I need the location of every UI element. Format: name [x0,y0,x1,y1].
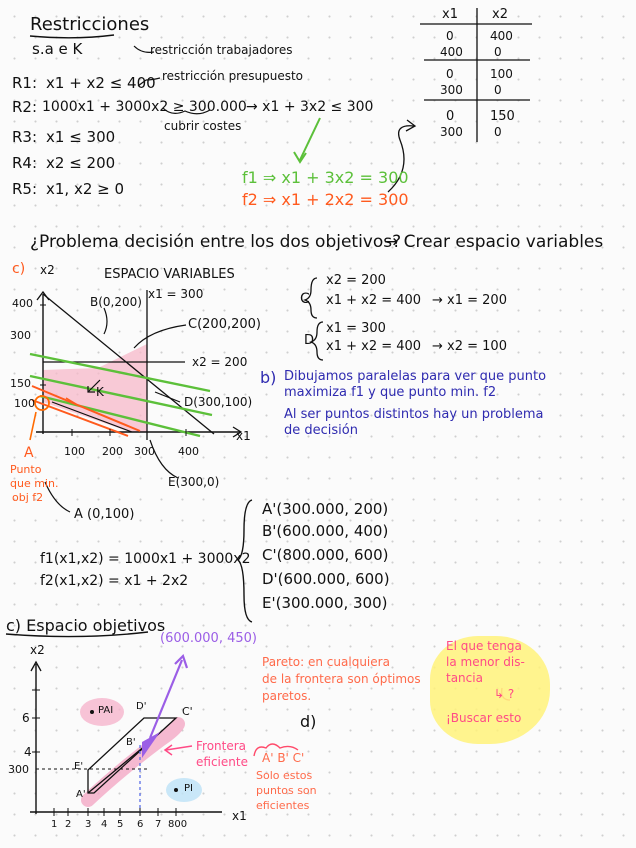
r1-expr: x1 + x2 ≤ 400 [46,74,156,92]
obj-E1: E' [74,761,84,772]
image-A: A'(300.000, 200) [262,500,389,518]
obj-xtick: 3 [85,819,92,830]
obj-C1: C' [182,705,193,718]
table-cell: 0 [494,83,502,97]
var-x1eq: x1 = 300 [148,287,204,301]
note-l1: El que tenga [446,639,522,653]
r5-label: R5: [12,180,38,198]
image-B: B'(600.000, 400) [262,522,389,540]
r2-label: R2: [12,98,38,116]
func-f2: f2(x1,x2) = x1 + 2x2 [40,573,189,589]
part-c-label: c) [12,261,26,277]
part-d-n2: puntos son [256,784,317,797]
obj-D1: D' [136,701,147,712]
r3-label: R3: [12,128,38,146]
var-y150: 150 [10,377,31,390]
title-underline [30,35,114,38]
obj-title: c) Espacio objetivos [6,616,166,635]
var-x400: 400 [178,445,199,458]
A-note-2: que min. [10,477,59,490]
table-cell: 150 [490,109,515,124]
var-x200: 200 [102,445,123,458]
r1-label: R1: [12,74,38,92]
green-arrow [300,118,320,160]
var-x100: 100 [64,445,85,458]
obj-point-top: (600.000, 450) [160,631,257,646]
table-cell: 100 [490,67,513,81]
point-A-coords: A (0,100) [74,507,135,522]
table-cell: 0 [446,29,454,43]
A-note-1: Punto [10,463,42,476]
table-cell: 0 [494,125,502,139]
point-E: E(300,0) [168,475,220,489]
question-arrow: → Crear espacio variables [384,232,604,252]
func-f1: f1(x1,x2) = 1000x1 + 3000x2 [40,551,251,567]
var-title: ESPACIO VARIABLES [104,267,235,282]
obj-x2-axis: x2 [30,643,45,657]
obj-A1: A' [76,789,86,800]
table-cell: 300 [440,83,463,97]
table-cell: 400 [490,29,513,43]
obj-xtick: 7 [155,819,162,830]
obj-y4: 4 [24,745,32,759]
sa-label: s.a e K [32,40,83,58]
r5-expr: x1, x2 ≥ 0 [46,180,125,198]
obj-xtick: 5 [117,819,124,830]
obj-y300: 300 [8,763,29,776]
sys-D-eq1: x1 = 300 [326,321,386,336]
eficiente-label: eficiente [196,755,248,769]
f2-line: f2 ⇒ x1 + 2x2 = 300 [242,190,409,209]
r3-expr: x1 ≤ 300 [46,128,116,146]
sys-C-res: → x1 = 200 [432,293,507,308]
table-cell: 0 [494,45,502,59]
part-d-points: A' B' C' [262,751,305,765]
obj-xtick: 2 [65,819,72,830]
note-l4: ¡Buscar esto [446,711,522,725]
region-K: K [96,385,104,399]
sys-C-label: C [300,291,310,307]
note-cubrir: cubrir costes [164,119,242,133]
r4-label: R4: [12,154,38,172]
point-B: B(0,200) [90,295,142,309]
var-y300: 300 [10,329,31,342]
sys-D-label: D [304,333,315,348]
obj-xtick: 4 [101,819,108,830]
r2-simplified: → x1 + 3x2 ≤ 300 [246,99,374,115]
obj-PAI: PAI [98,705,114,716]
note-arrow: ↳ ? [494,687,515,701]
sys-D-res: → x2 = 100 [432,339,507,354]
line-x2eq: x2 = 200 [192,355,248,369]
table-h2: x2 [492,7,508,22]
part-b-l3: Al ser puntos distintos hay un problema [284,407,544,422]
sys-C-eq1: x2 = 200 [326,273,386,288]
r2-expr: 1000x1 + 3000x2 ≥ 300.000 [42,99,247,115]
part-b-l4: de decisión [284,423,358,438]
sys-D-eq2: x1 + x2 = 400 [326,339,422,354]
point-C: C(200,200) [188,317,261,332]
table-h1: x1 [442,7,458,22]
var-x300: 300 [134,445,155,458]
note-trabajadores: restricción trabajadores [150,43,293,57]
image-C: C'(800.000, 600) [262,546,389,564]
image-D: D'(600.000, 600) [262,570,390,588]
pareto-l1: Pareto: en cualquiera [262,655,390,669]
part-d-n3: eficientes [256,799,310,812]
obj-B1: B' [126,737,136,748]
part-b-l1: Dibujamos paralelas para ver que punto [284,369,547,384]
pareto-l2: de la frontera son óptimos [262,672,421,686]
f1-line: f1 ⇒ x1 + 3x2 = 300 [242,168,409,187]
restricciones-title: Restricciones [30,14,150,35]
note-presupuesto: restricción presupuesto [162,69,303,83]
pareto-l3: paretos. [262,689,312,703]
part-b-label: b) [260,368,277,387]
obj-xtick: 800 [168,819,188,830]
table-cell: 400 [440,45,463,59]
point-A-label: A [24,445,34,461]
image-E: E'(300.000, 300) [262,594,388,612]
part-d-n1: Solo estos [256,769,313,782]
A-note-3: obj f2 [12,491,44,504]
obj-y6: 6 [22,711,30,725]
r4-expr: x2 ≤ 200 [46,154,116,172]
obj-PI: PI [184,783,193,794]
table-cell: 0 [446,109,455,124]
var-x2-axis: x2 [40,263,55,277]
question-text: ¿Problema decisión entre los dos objetivos? [30,232,402,252]
part-b-l2: maximiza f1 y que punto min. f2 [284,385,497,400]
frontera-label: Frontera [196,739,247,753]
point-D: D(300,100) [184,395,253,409]
part-d-label: d) [300,712,317,731]
var-x1-axis: x1 [236,429,251,443]
table-cell: 0 [446,67,454,81]
var-y400: 400 [12,297,33,310]
sys-C-eq2: x1 + x2 = 400 [326,293,422,308]
obj-xtick: 1 [51,819,58,830]
obj-xtick: 6 [137,819,144,830]
table-cell: 300 [440,125,463,139]
note-l3: tancia [446,671,483,685]
obj-x1-axis: x1 [232,809,247,823]
note-l2: la menor dis- [446,655,525,669]
var-y100: 100 [14,397,35,410]
